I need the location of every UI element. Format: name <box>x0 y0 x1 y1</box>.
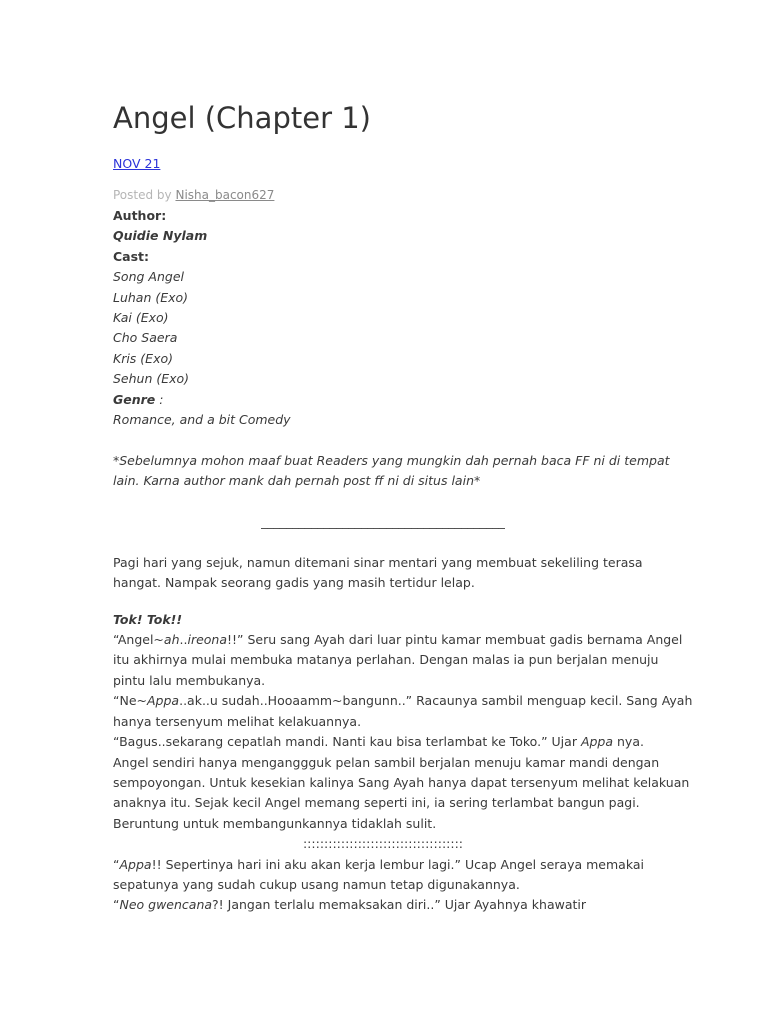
cast-label: Cast: <box>113 248 150 264</box>
story-line: Beruntung untuk membangunkannya tidaklah sulit. <box>113 815 437 831</box>
genre-label: Genre <box>113 391 156 407</box>
posted-by-label: Posted by <box>113 188 172 202</box>
story-line: Pagi hari yang sejuk, namun ditemani sinar mentari yang membuat sekeliling terasa <box>113 554 643 570</box>
story-line: “Bagus..sekarang cepatlah mandi. Nanti kau bisa terlambat ke Toko.” Ujar Appa nya. <box>113 734 644 750</box>
cast-item: Kai (Exo) <box>113 310 169 326</box>
posted-by-line <box>113 186 274 204</box>
post-date-link[interactable]: NOV 21 <box>113 156 161 171</box>
story-line: “Appa!! Sepertinya hari ini aku akan kerja lembur lagi.” Ucap Angel seraya memakai <box>113 856 644 872</box>
story-line: itu akhirnya mulai membuka matanya perlahan. Dengan malas ia pun berjalan menuju <box>113 652 659 668</box>
story-line: sempoyongan. Untuk kesekian kalinya Sang Ayah hanya dapat tersenyum melihat kelakuan <box>113 774 690 790</box>
genre-value: Romance, and a bit Comedy <box>113 412 291 428</box>
cast-item: Kris (Exo) <box>113 350 173 366</box>
post-title: Angel (Chapter 1) <box>113 101 371 135</box>
story-line: “Ne~Appa..ak..u sudah..Hooaamm~bangunn..” Racaunya sambil menguap kecil. Sang Ayah <box>113 693 693 709</box>
story-line: pintu lalu membukanya. <box>113 672 266 688</box>
author-value: Quidie Nylam <box>113 228 208 244</box>
author-link[interactable]: Nisha_bacon627 <box>175 188 275 202</box>
genre-separator: : <box>155 391 164 407</box>
knock-heading: Tok! Tok!! <box>113 611 183 627</box>
story-line: hangat. Nampak seorang gadis yang masih tertidur lelap. <box>113 575 475 591</box>
scene-separator: :::::::::::::::::::::::::::::::::::::: <box>302 836 464 852</box>
cast-item: Luhan (Exo) <box>113 289 189 305</box>
story-line: Angel sendiri hanya menganggguk pelan sambil berjalan menuju kamar mandi dengan <box>113 754 660 770</box>
author-label: Author: <box>113 208 167 223</box>
post-content <box>113 206 693 916</box>
story-line: sepatunya yang sudah cukup usang namun tetap digunakannya. <box>113 876 520 892</box>
divider-line: _______________________________________ <box>261 514 505 530</box>
genre-line <box>113 390 653 410</box>
cast-item: Song Angel <box>113 269 184 285</box>
cast-item: Cho Saera <box>113 330 178 346</box>
story-line: hanya tersenyum melihat kelakuannya. <box>113 713 362 729</box>
author-note-line: lain. Karna author mank dah pernah post ff ni di situs lain* <box>113 473 481 489</box>
cast-item: Sehun (Exo) <box>113 371 190 387</box>
story-line: anaknya itu. Sejak kecil Angel memang seperti ini, ia sering terlambat bangun pagi. <box>113 795 640 811</box>
story-line: “Neo gwencana?! Jangan terlalu memaksakan diri..” Ujar Ayahnya khawatir <box>113 897 587 913</box>
author-note-line: *Sebelumnya mohon maaf buat Readers yang mungkin dah pernah baca FF ni di tempat <box>113 452 670 468</box>
story-line: “Angel~ah..ireona!!” Seru sang Ayah dari luar pintu kamar membuat gadis bernama Angel <box>113 632 683 648</box>
